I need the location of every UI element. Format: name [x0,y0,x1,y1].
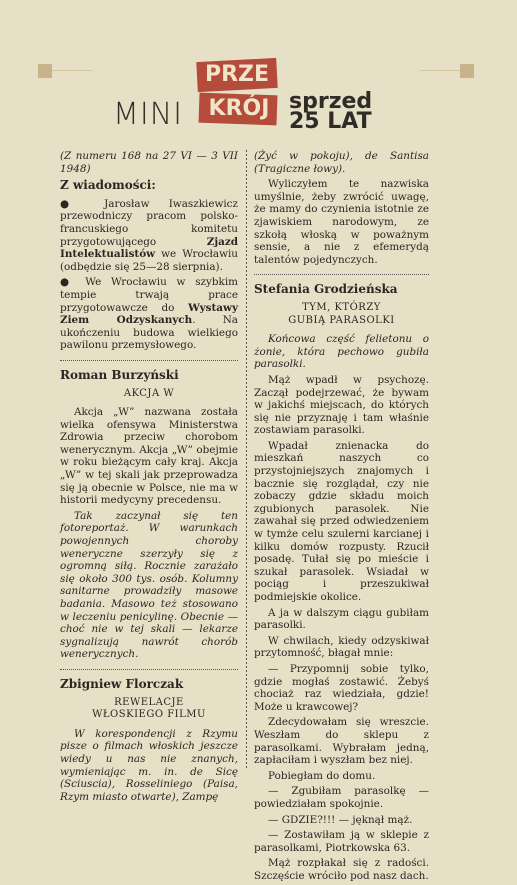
article-author-burzynski: Roman Burzyński [60,367,179,382]
separator [254,274,429,275]
separator [60,360,238,361]
left-column [60,150,238,806]
frame-top-line [52,70,92,71]
parasolki-p11: Mąż rozpłakał się z radości. Szczęście wróciło pod nasz dach. [254,857,429,882]
parasolki-p5: — Przypomnij sobie tylko, gdzie mogłaś zostawić. Żebyś chociaż raz wiedziała, gdzie! Może u krawcowej? [254,662,429,713]
separator [60,669,238,670]
article-title-film: REWELACJE WŁOSKIEGO FILMU [92,696,206,721]
parasolki-p1: Mąż wpadł w psychozę. Zaczął podejrzewać, że bywam w jakichś miejscach, do których się nie przyznaję i tam właśnie zostawiam parasolki. [254,373,429,437]
article-author-grodzienska: Stefania Grodzieńska [254,282,398,297]
parasolki-p6: Zdecydowałam się wreszcie. Weszłam do sklepu z parasolkami. Wybrałam jedną, zapłaciłam i wyszłam bez niej. [254,716,429,767]
parasolki-p8: — Zgubiłam parasolkę — powiedziałam spokojnie. [254,785,429,810]
article-title-parasolki: TYM, KTÓRZY GUBIĄ PARASOLKI [288,301,395,326]
przekroj-logo [197,60,277,126]
header-sprzed [289,89,373,134]
film-continuation: (Żyć w pokoju), de Santisa (Tragiczne łowy). [254,150,429,175]
parasolki-p7: Pobiegłam do domu. [268,769,376,782]
film-paragraph-1: W korespondencji z Rzymu pisze o filmach włoskich jeszcze wiedy u nas nie znanych, wymieniając m. in. de Sicę (Sciuscia), Rosseliniego (Paisa, Rzym miasto otwarte), Zampę [60,727,238,803]
article-author-florczak: Zbigniew Florczak [60,676,184,691]
akcja-paragraph-2: Tak zaczynał się ten fotoreportaż. W warunkach powojennych choroby weneryczne szerzyły się z ogromną siłą. Rocznie zarażało się około 300 tys. osób. Kolumny sanitarne prowadziły masowe badania. Masowo też stosowano w leczeniu penicylinę. Obecnie — choć nie w tej skali — lekarze sygnalizują nawrót chorób wenerycznych. [60,509,238,661]
right-column [254,150,429,885]
parasolki-p9: — GDZIE?!!! — jęknął mąż. [268,813,413,826]
corner-ornament-top-right [460,64,474,78]
akcja-paragraph-1: Akcja „W” nazwana została wielka ofensywa Ministerstwa Zdrowia przeciw chorobom wenerycznym. Akcja „W” obejmie w roku bieżącym cały kraj. Akcja „W” w tej skali jak przeprowadza się ją obecnie w Polsce, nie ma w historii medycyny precedensu. [60,406,238,507]
parasolki-p3: A ja w dalszym ciągu gubiłam parasolki. [254,606,429,632]
column-divider [246,150,247,770]
logo-bottom-text: KRÓJ [208,96,270,121]
news-item-1: ● Jarosław Iwaszkiewicz przewodniczy pracom polsko-francuskiego komitetu przygotowującego Zjazd Intelektualistów we Wrocławiu (odbędzie się 25—28 sierpnia). [60,197,238,273]
parasolki-p2: Wpadał znienacka do mieszkań naszych co przystojniejszych znajomych i bacznie się rozglądał, czy nie zobaczy gdzie składu moich zgubionych parasolek. Nie zawahał się przed odwiedzeniem w tymże celu szulerni karcianej i kilku domów rozpusty. Rzucił posadę. Tułał się po mieście i szukał parasolek. Wsiadał w pociąg i przeszukiwał podmiejskie okolice. [254,439,429,603]
film-paragraph-2: Wyliczyłem te nazwiska umyślnie, żeby zwrócić uwagę, że mamy do czynienia istotnie ze zjawiskiem narodowym, ze szkołą włoską w poważnym sensie, a nie z efemerydą talentów pojedynczych. [254,178,429,266]
column-header [95,58,435,138]
news-heading: Z wiadomości: [60,178,156,193]
corner-ornament-top-left [38,64,52,78]
news-item-2: ● We Wrocławiu w szybkim tempie trwają prace przygotowawcze do Wystawy Ziem Odzyskanych. Na ukończeniu budowa wielkiego pawilonu przemysłowego. [60,276,238,352]
article-title-akcja: AKCJA W [123,387,175,399]
issue-intro: (Z numeru 168 na 27 VI — 3 VII 1948) [60,150,238,175]
header-sprzed-line1: sprzed [289,89,373,114]
header-mini: MINI [113,97,184,132]
parasolki-p10: — Zostawiłam ją w sklepie z parasolkami, Piotrkowska 63. [254,829,429,854]
parasolki-p4: W chwilach, kiedy odzyskiwał przytomność, błagał mnie: [254,634,429,660]
logo-top-text: PRZE [204,62,270,87]
header-sprzed-line2: 25 LAT [289,109,372,134]
parasolki-lead: Końcowa część felietonu o żonie, która pechowo gubiła parasolki. [254,333,429,371]
